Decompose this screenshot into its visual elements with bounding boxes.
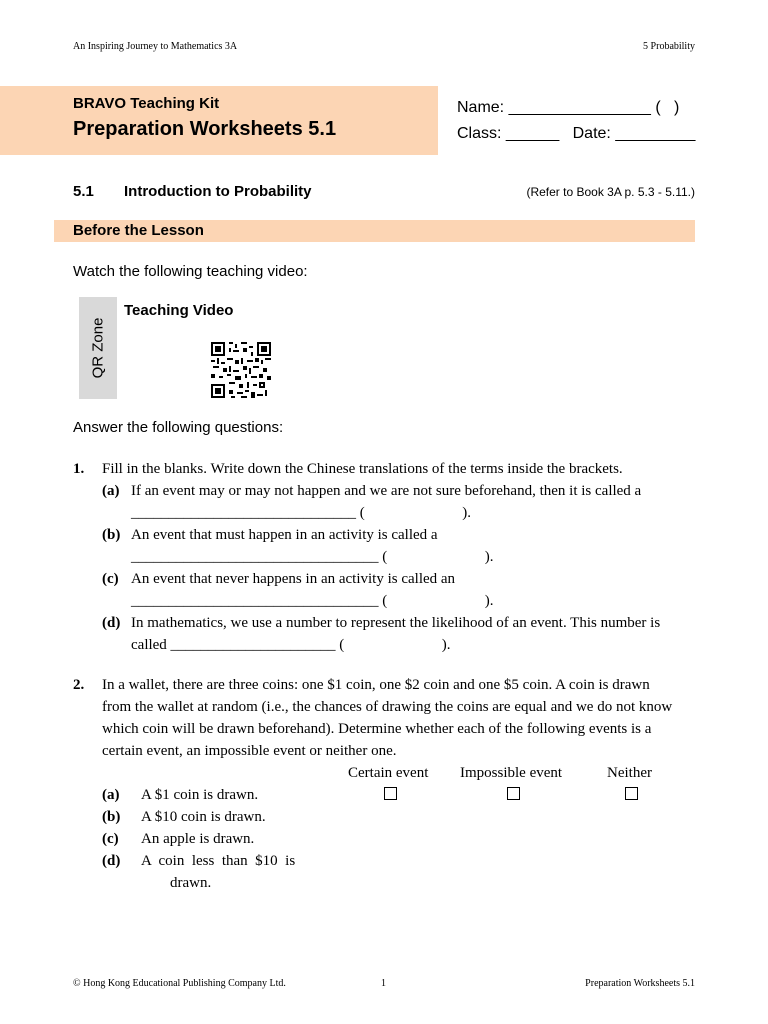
section-title: Introduction to Probability (124, 183, 312, 200)
part-text: An event that must happen in an activity is called a (131, 527, 438, 543)
qr-code-icon[interactable] (211, 342, 271, 398)
part-label: (a) (102, 483, 120, 499)
question-stem: Fill in the blanks. Write down the Chinese translations of the terms inside the brackets. (102, 461, 623, 477)
qr-zone-label: QR Zone (89, 317, 107, 379)
page-number: 1 (381, 978, 386, 989)
answer-blank[interactable]: _________________________________ ( ). (131, 549, 494, 565)
question-stem-line: which coin will be drawn beforehand). Determine whether each of the following events is a (102, 721, 652, 737)
row-event-text: An apple is drawn. (141, 831, 255, 847)
qr-code-graphic (211, 342, 271, 398)
answer-instruction: Answer the following questions: (73, 419, 284, 436)
column-header-certain: Certain event (348, 765, 429, 781)
part-label: (b) (102, 527, 121, 543)
name-field[interactable]: Name: ________________ ( ) (457, 99, 680, 116)
book-reference: (Refer to Book 3A p. 5.3 - 5.11.) (526, 185, 695, 199)
section-number: 5.1 (73, 183, 94, 200)
answer-blank[interactable]: called ______________________ ( ). (131, 637, 451, 653)
running-header-book: An Inspiring Journey to Mathematics 3A (73, 41, 238, 52)
running-header-chapter: 5 Probability (643, 41, 695, 52)
question-stem-line: from the wallet at random (i.e., the chances of drawing the coins are equal and we do not know (102, 699, 673, 715)
part-label: (c) (102, 571, 119, 587)
column-header-impossible: Impossible event (460, 765, 563, 781)
footer-worksheet: Preparation Worksheets 5.1 (585, 978, 695, 989)
kit-title: BRAVO Teaching Kit (73, 95, 220, 112)
part-text: In mathematics, we use a number to represent the likelihood of an event. This number is (131, 615, 661, 631)
certain-checkbox[interactable] (384, 787, 397, 800)
question-number: 1. (73, 461, 85, 477)
row-event-text: A coin less than $10 is (141, 853, 296, 869)
column-header-neither: Neither (607, 765, 652, 781)
row-event-text-continued: drawn. (170, 875, 212, 891)
worksheet-title: Preparation Worksheets 5.1 (73, 118, 337, 140)
part-label: (d) (102, 615, 121, 631)
part-text: If an event may or may not happen and we are not sure beforehand, then it is called a (131, 483, 642, 499)
neither-checkbox[interactable] (625, 787, 638, 800)
row-label: (a) (102, 787, 120, 803)
part-text: An event that never happens in an activity is called an (131, 571, 456, 587)
teaching-video-label: Teaching Video (124, 302, 234, 319)
qr-zone-tab (79, 297, 117, 399)
before-lesson-heading: Before the Lesson (73, 222, 204, 239)
class-date-field[interactable]: Class: ______ Date: _________ (457, 125, 696, 142)
answer-blank[interactable]: ______________________________ ( ). (131, 505, 471, 521)
row-label: (d) (102, 853, 121, 869)
question-stem-line: certain event, an impossible event or neither one. (102, 743, 397, 759)
watch-instruction: Watch the following teaching video: (73, 263, 308, 280)
row-event-text: A $10 coin is drawn. (141, 809, 266, 825)
question-stem-line: In a wallet, there are three coins: one $1 coin, one $2 coin and one $5 coin. A coin is drawn (102, 677, 650, 693)
impossible-checkbox[interactable] (507, 787, 520, 800)
question-number: 2. (73, 677, 85, 693)
row-label: (b) (102, 809, 121, 825)
student-info (457, 95, 695, 147)
row-event-text: A $1 coin is drawn. (141, 787, 259, 803)
answer-blank[interactable]: _________________________________ ( ). (131, 593, 494, 609)
row-label: (c) (102, 831, 119, 847)
footer-copyright: © Hong Kong Educational Publishing Company Ltd. (73, 978, 286, 989)
